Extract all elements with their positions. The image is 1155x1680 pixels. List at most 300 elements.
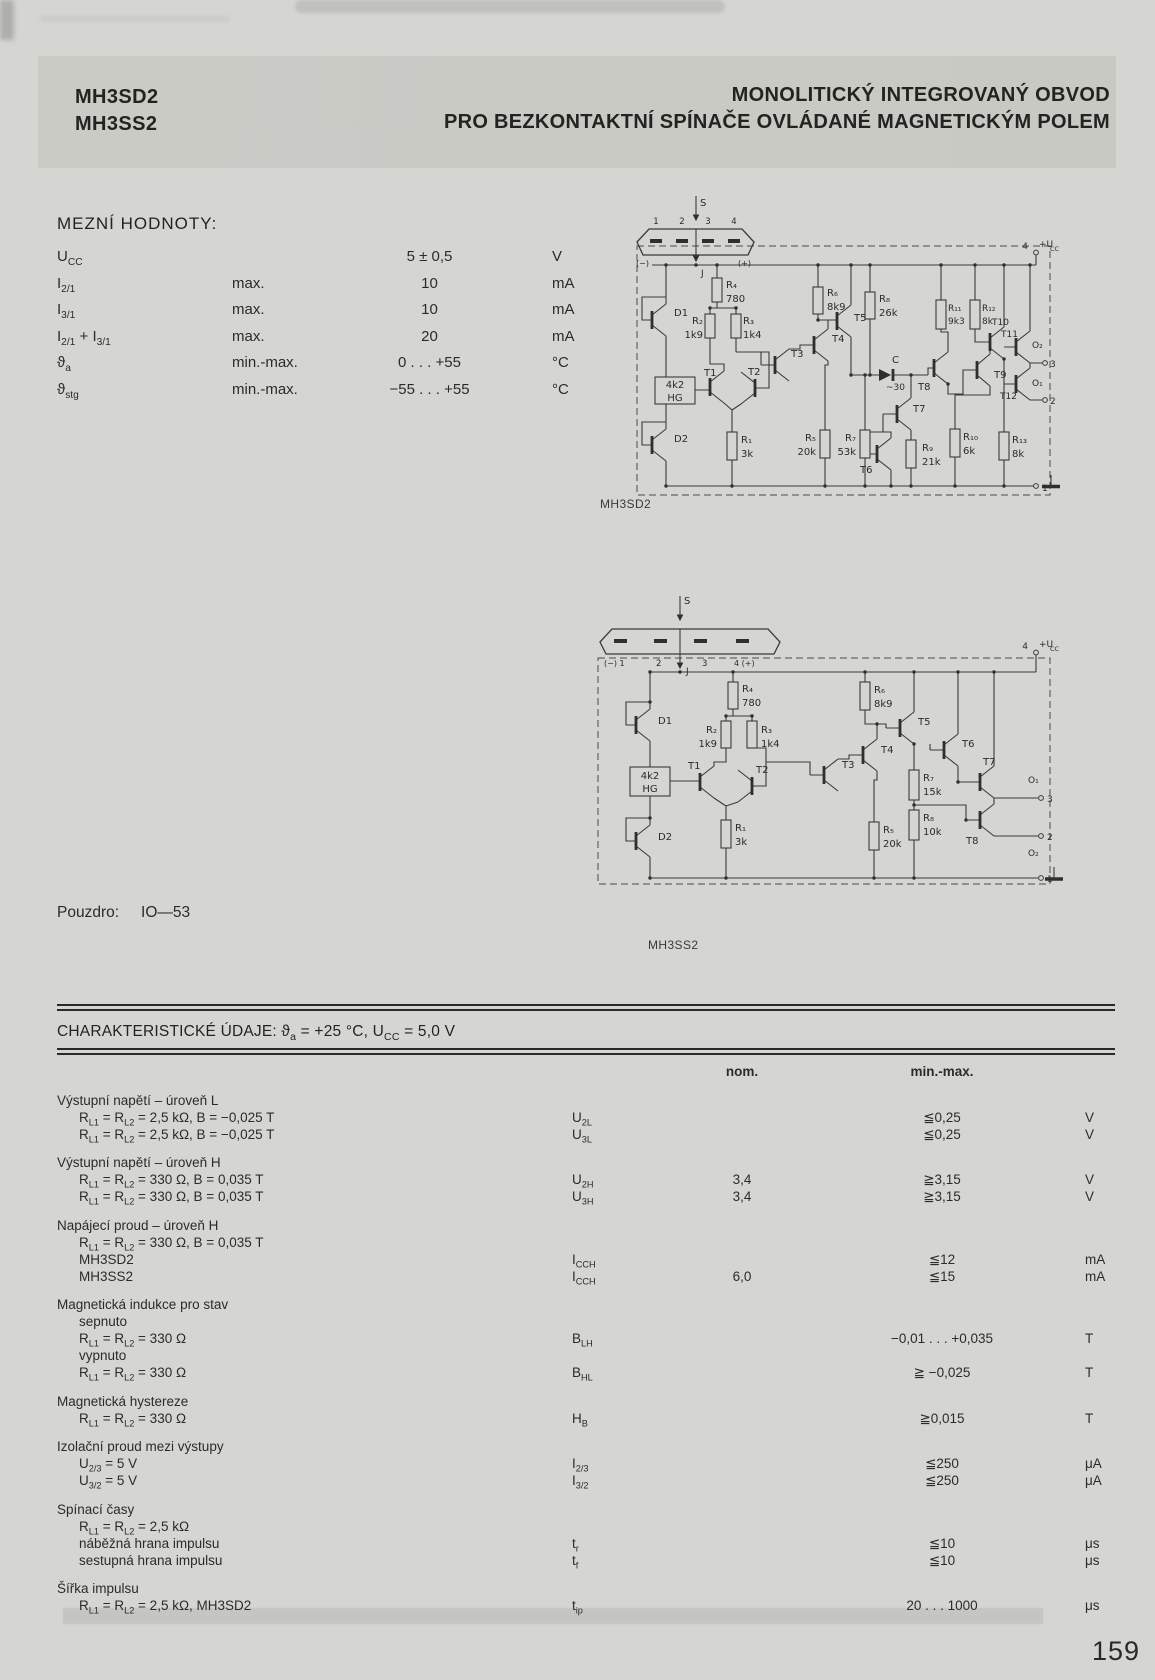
schematic-label: T2 [748, 367, 761, 378]
schematic-label: R₇ [923, 773, 934, 784]
schematic-label: T12 [1000, 392, 1017, 402]
unit-cell: mA [1085, 1251, 1106, 1267]
schematic-label: 8k9 [874, 699, 893, 710]
minmax-cell [807, 1438, 1077, 1455]
schematic-label: O₂ [1028, 849, 1039, 859]
minmax-cell [807, 1154, 1077, 1171]
char-row [57, 1251, 1115, 1268]
char-group-row [57, 1580, 1115, 1597]
symbol-cell: $U_{2H}$ [572, 1172, 594, 1190]
part-number-2: MH3SS2 [75, 113, 158, 135]
minmax-cell [807, 1217, 1077, 1234]
schematic-label: R₅ [805, 433, 816, 444]
schematic-label: T3 [791, 349, 804, 360]
unit-cell: μs [1085, 1535, 1100, 1551]
minmax-cell: ≦12 [928, 1251, 956, 1267]
char-row [57, 1109, 1115, 1126]
nom-cell [677, 1154, 807, 1171]
schematic-label: HG [667, 393, 683, 404]
nom-cell [677, 1217, 807, 1234]
col-nom: nom. [725, 1064, 759, 1079]
symbol-cell: $t_f$ [572, 1552, 579, 1571]
schematic-label: R₁ [735, 823, 746, 834]
symbol-cell: $B_{HL}$ [572, 1365, 593, 1383]
char-row [57, 1171, 1115, 1188]
limit-symbol: $I_{3/1}$ [57, 301, 76, 321]
schematic1-caption: MH3SD2 [600, 497, 652, 511]
limit-symbol: $I_{2/1}$ [57, 274, 76, 295]
symbol-cell: $I_{CCH}$ [572, 1268, 596, 1287]
nom-cell: 3,4 [732, 1172, 752, 1187]
terminals [1034, 250, 1060, 488]
unit-cell: T [1085, 1331, 1094, 1346]
minmax-cell: ≦15 [928, 1268, 956, 1284]
nom-cell [677, 1580, 807, 1597]
schematic-label: R₉ [922, 443, 933, 454]
limits-row [57, 244, 637, 271]
schematic-label: 8k [982, 317, 993, 327]
schematic-label: 4k2 [665, 380, 685, 391]
characteristics-section [57, 1004, 1115, 1614]
minmax-cell: ≧ −0,025 [913, 1365, 971, 1380]
param-cell: $U_{3/2} = 5$ V [79, 1473, 138, 1491]
characteristics-heading: CHARAKTERISTICKÉ ÚDAJE: $ϑ_a = +25$ °C, $U_{CC} = 5,0$ V [57, 1023, 456, 1044]
param-cell: $U_{2/3} = 5$ V [79, 1456, 138, 1474]
minmax-cell: ≦250 [925, 1473, 959, 1488]
schematic-label: R₅ [883, 825, 894, 836]
symbol-cell [572, 1393, 677, 1410]
schematic-label: R₂ [692, 316, 703, 327]
schematic-label: +U [1039, 640, 1054, 650]
schematic-label: R₆ [827, 288, 838, 299]
terminals [1034, 650, 1063, 880]
schematic-label: 4 [731, 217, 737, 227]
param-cell: Magnetická indukce pro stav [57, 1297, 229, 1312]
schematic-label: T7 [983, 757, 996, 768]
schematic-label: 8k9 [827, 302, 846, 313]
schematic-label: O₂ [1032, 341, 1043, 351]
minmax-cell: ≦10 [928, 1552, 956, 1568]
unit-cell: T [1085, 1410, 1094, 1426]
minmax-cell: ≧3,15 [923, 1172, 961, 1187]
char-row [57, 1188, 1115, 1205]
symbol-cell: $B_{LH}$ [572, 1331, 593, 1349]
param-cell: $R_{L1} = R_{L2} = 330$ Ω [79, 1331, 187, 1349]
unit-cell: μs [1085, 1598, 1100, 1613]
schematic-label: T2 [756, 765, 769, 776]
char-row [57, 1313, 1115, 1330]
schematic-label: T11 [1001, 330, 1018, 340]
scan-streak-top [295, 0, 725, 13]
limit-condition: min.-max. [232, 380, 298, 398]
schematic-mh3sd2 [592, 192, 1067, 502]
schematic-label: T9 [994, 370, 1007, 381]
schematic-label: 3 [705, 217, 711, 227]
schematic-label: R₃ [743, 316, 754, 327]
schematic-label: 4 (+) [734, 659, 755, 668]
unit-cell [1077, 1217, 1115, 1234]
unit-cell: V [1085, 1172, 1095, 1187]
schematic-label: 15k [923, 787, 942, 798]
schematic-label: R₆ [874, 685, 885, 696]
limit-symbol: $I_{2/1} + I_{3/1}$ [57, 327, 111, 348]
schematic-label: R₂ [706, 725, 717, 736]
schematic-label: 10k [923, 827, 942, 838]
schematic-label: HG [642, 784, 658, 795]
package-label: Pouzdro: [57, 904, 120, 921]
nom-cell [677, 1296, 807, 1313]
schematic-label: O₁ [1032, 379, 1043, 389]
symbol-cell: $t_{ip}$ [572, 1598, 583, 1616]
param-cell: Šířka impulsu [57, 1581, 139, 1596]
nom-cell [677, 1552, 807, 1575]
symbol-cell [572, 1217, 677, 1234]
minmax-cell: ≦0,25 [923, 1126, 961, 1142]
param-cell: $R_{L1} = R_{L2} = 2,5$ kΩ [79, 1518, 190, 1537]
page-title [340, 82, 1110, 136]
schematic-label: 2 [656, 659, 662, 669]
schematic2-caption: MH3SS2 [648, 938, 699, 952]
nom-cell: 6,0 [732, 1268, 752, 1284]
param-cell: MH3SD2 [79, 1251, 134, 1267]
title-line-2: PRO BEZKONTAKTNÍ SPÍNAČE OVLÁDANÉ MAGNETICKÝM POLEM [443, 111, 1110, 133]
minmax-cell: 20 . . . 1000 [906, 1598, 978, 1613]
schematic-label: (+) [738, 259, 751, 268]
param-cell: $R_{L1} = R_{L2} = 2,5$ kΩ, MH3SD2 [79, 1598, 252, 1616]
unit-cell: V [1085, 1126, 1095, 1142]
symbol-cell [572, 1296, 677, 1313]
symbol-cell: $U_{3H}$ [572, 1189, 594, 1207]
unit-cell: V [1085, 1189, 1095, 1204]
char-row [57, 1347, 1115, 1364]
schematic-label: 2 [1050, 397, 1056, 407]
nom-cell [677, 1092, 807, 1109]
nom-cell [677, 1501, 807, 1518]
schematic-label: CC [1050, 645, 1060, 653]
part-number-1: MH3SD2 [75, 86, 159, 108]
char-row [57, 1535, 1115, 1552]
schematic-label: T5 [854, 313, 867, 324]
unit-cell: T [1085, 1365, 1094, 1380]
package-value: IO—53 [141, 904, 191, 921]
char-row [57, 1552, 1115, 1569]
param-cell: sestupná hrana impulsu [79, 1552, 223, 1568]
limits-row [57, 350, 637, 377]
symbol-cell [572, 1154, 677, 1171]
schematic-label: 1k9 [698, 739, 717, 750]
char-row [57, 1597, 1115, 1614]
char-group-row [57, 1438, 1115, 1455]
minmax-cell [807, 1313, 1077, 1330]
unit-cell: μA [1085, 1473, 1102, 1488]
schematic-label: 1 [1047, 875, 1053, 885]
schematic-label: R₁₂ [982, 304, 996, 314]
schematic-label: T10 [992, 318, 1009, 328]
limit-value: 5 ± 0,5 [406, 248, 453, 265]
nom-cell [677, 1472, 807, 1495]
schematic-label: 1 [653, 217, 659, 227]
param-cell: $R_{L1} = R_{L2} = 2,5$ kΩ, B = −0,025 T [79, 1109, 275, 1128]
nom-cell [677, 1438, 807, 1455]
schematic-label: 6k [963, 446, 976, 457]
unit-cell: V [1085, 1109, 1095, 1125]
limit-condition: min.-max. [232, 354, 298, 371]
rule-top [57, 1004, 1115, 1011]
minmax-cell [807, 1501, 1077, 1518]
limit-symbol: $ϑ_{stg}$ [57, 380, 79, 401]
symbol-cell: $H_B$ [572, 1410, 588, 1429]
minmax-cell [807, 1347, 1077, 1364]
schematic-label: R₁₀ [963, 432, 978, 443]
param-cell: sepnuto [79, 1314, 128, 1329]
schematic-label: R₄ [742, 684, 753, 695]
schematic-label: 8k [1012, 449, 1025, 460]
schematic-label: 1k9 [684, 330, 703, 341]
symbol-cell: $I_{CCH}$ [572, 1251, 596, 1270]
symbol-cell: $U_{3L}$ [572, 1126, 592, 1145]
limits-title: MEZNÍ HODNOTY: [57, 214, 218, 233]
schematic-label: 780 [742, 698, 762, 709]
symbol-cell: $I_{3/2}$ [572, 1473, 589, 1491]
schematic-label: R₁ [741, 435, 752, 446]
limits-row [57, 324, 637, 351]
schematic-label: 20k [883, 839, 902, 850]
limits-table [57, 244, 637, 403]
char-group-row [57, 1154, 1115, 1171]
limit-symbol: $ϑ_a$ [57, 354, 71, 374]
schematic-label: C [892, 355, 899, 366]
minmax-cell: −0,01 . . . +0,035 [890, 1331, 994, 1346]
unit-cell [1077, 1296, 1115, 1313]
schematic-label: 1 [1042, 484, 1048, 494]
char-group-row [57, 1501, 1115, 1518]
symbol-cell: $U_{2L}$ [572, 1109, 592, 1128]
nom-cell [677, 1597, 807, 1620]
param-cell: Izolační proud mezi výstupy [57, 1439, 224, 1454]
param-cell: Spínací časy [57, 1501, 135, 1517]
unit-cell [1077, 1438, 1115, 1455]
schematic-label: J [686, 667, 689, 677]
char-row [57, 1410, 1115, 1427]
symbol-cell [572, 1092, 677, 1109]
nom-cell [677, 1126, 807, 1149]
schematic-label: J [701, 269, 704, 279]
minmax-cell [807, 1092, 1077, 1109]
param-cell: Napájecí proud – úroveň H [57, 1217, 219, 1233]
schematic-label: T8 [918, 382, 931, 393]
minmax-cell [807, 1580, 1077, 1597]
unit-cell [1077, 1313, 1115, 1330]
symbol-cell [572, 1501, 677, 1518]
symbol-cell [572, 1580, 677, 1597]
unit-cell: mA [1085, 1268, 1106, 1284]
characteristics-rows [57, 1092, 1115, 1615]
schematic-label: D1 [674, 308, 689, 319]
param-cell: $R_{L1} = R_{L2} = 330$ Ω [79, 1365, 187, 1383]
schematic-label: 3k [741, 449, 754, 460]
char-row [57, 1126, 1115, 1143]
schematic-label: (−) 1 [604, 659, 625, 668]
nom-cell [677, 1393, 807, 1410]
char-row [57, 1472, 1115, 1489]
minmax-cell: ≦250 [925, 1456, 959, 1471]
symbol-cell: $t_r$ [572, 1535, 579, 1554]
param-cell: $R_{L1} = R_{L2} = 330$ Ω [79, 1410, 187, 1429]
nom-cell [677, 1347, 807, 1364]
unit-cell [1077, 1501, 1115, 1518]
part-numbers [75, 84, 159, 138]
col-minmax: min.-max. [910, 1064, 974, 1079]
circuit-wires [626, 629, 1054, 878]
schematic-label: 9k3 [948, 317, 965, 327]
schematic-label: T8 [966, 836, 979, 847]
schematic1-labels [636, 198, 1060, 494]
schematic-label: R₁₃ [1012, 435, 1027, 446]
schematic-label: 3 [702, 659, 708, 669]
char-group-row [57, 1217, 1115, 1234]
schematic-label: 780 [726, 294, 746, 305]
schematic-label: R₃ [761, 725, 772, 736]
schematic-label: 20k [797, 447, 816, 458]
minmax-cell: ≦0,25 [923, 1109, 961, 1125]
schematic-label: 4k2 [640, 771, 660, 782]
schematic-label: R₁₁ [948, 304, 962, 314]
limit-unit: °C [552, 354, 569, 371]
schematic-label: 21k [922, 457, 941, 468]
schematic-mh3ss2 [592, 592, 1070, 902]
symbol-cell [572, 1313, 677, 1330]
limits-row [57, 271, 637, 298]
unit-cell [1077, 1580, 1115, 1597]
schematic-label: 2 [679, 217, 685, 227]
char-row [57, 1234, 1115, 1251]
schematic-label: T5 [918, 717, 931, 728]
limits-row [57, 297, 637, 324]
limit-value: 20 [421, 327, 438, 345]
schematic-label: R₈ [879, 294, 890, 305]
char-group-row [57, 1393, 1115, 1410]
char-row [57, 1455, 1115, 1472]
param-cell: $R_{L1} = R_{L2} = 330$ Ω, B = 0,035 T [79, 1234, 264, 1253]
schematic-label: R₄ [726, 280, 737, 291]
schematic-label: 4 [1022, 642, 1028, 652]
char-row [57, 1364, 1115, 1381]
param-cell: $R_{L1} = R_{L2} = 330$ Ω, B = 0,035 T [79, 1172, 264, 1190]
schematic-label: O₁ [1028, 776, 1039, 786]
minmax-cell: ≦10 [928, 1535, 956, 1551]
limits-row [57, 377, 637, 404]
schematic-label: 3 [1047, 795, 1053, 805]
limit-unit: V [552, 248, 563, 265]
schematic-label: (−) [636, 259, 649, 268]
package-outline [600, 629, 780, 654]
schematic-label: D1 [658, 716, 673, 727]
limit-condition: max. [232, 301, 265, 318]
nom-cell: 3,4 [732, 1189, 752, 1204]
capacitor-diode-icon [879, 369, 891, 381]
minmax-cell [807, 1296, 1077, 1313]
limit-symbol: $U_{CC}$ [57, 248, 83, 268]
page-number: 159 [1092, 1636, 1141, 1666]
unit-cell: μA [1085, 1456, 1102, 1471]
schematic-label: 1k4 [743, 330, 762, 341]
schematic-label: D2 [658, 832, 673, 843]
param-cell: $R_{L1} = R_{L2} = 2,5$ kΩ, B = −0,025 T [79, 1126, 275, 1145]
param-cell: MH3SS2 [79, 1268, 134, 1284]
nom-cell [677, 1364, 807, 1387]
schematic-label: T6 [962, 739, 975, 750]
param-cell: Magnetická hystereze [57, 1393, 189, 1409]
schematic-label: 3k [735, 837, 748, 848]
schematic-label: CC [1050, 245, 1060, 253]
unit-cell [1077, 1393, 1115, 1410]
char-group-row [57, 1092, 1115, 1109]
schematic-label: +U [1039, 240, 1054, 250]
minmax-cell [807, 1393, 1077, 1410]
minmax-cell: ≧3,15 [923, 1189, 961, 1204]
schematic-label: T4 [881, 745, 894, 756]
package-line [57, 904, 190, 922]
title-line-1: MONOLITICKÝ INTEGROVANÝ OBVOD [731, 84, 1110, 106]
schematic-label: 53k [837, 447, 856, 458]
column-headers [57, 1063, 1115, 1080]
char-row [57, 1330, 1115, 1347]
limit-condition: max. [232, 327, 265, 345]
rule-mid [57, 1048, 1115, 1055]
schematic-label: T6 [860, 465, 873, 476]
schematic-label: T3 [842, 760, 855, 771]
nom-cell [677, 1410, 807, 1433]
schematic-label: S [700, 198, 707, 209]
scan-corner-mark [0, 0, 14, 40]
schematic-label: 4 [1022, 242, 1028, 252]
minmax-cell: ≧0,015 [919, 1410, 965, 1426]
scan-streak-small [40, 16, 230, 22]
limit-value: −55 . . . +55 [389, 380, 470, 398]
unit-cell [1077, 1347, 1115, 1364]
schematic-label: T1 [704, 368, 717, 379]
limit-unit: mA [552, 327, 575, 345]
char-row [57, 1268, 1115, 1285]
schematic-label: T7 [913, 404, 926, 415]
char-row [57, 1518, 1115, 1535]
schematic-label: 2 [1047, 833, 1053, 843]
limit-unit: mA [552, 274, 575, 292]
unit-cell [1077, 1154, 1115, 1171]
schematic-label: T1 [688, 761, 701, 772]
nom-cell [677, 1313, 807, 1330]
unit-cell [1077, 1092, 1115, 1109]
char-group-row [57, 1296, 1115, 1313]
symbol-cell [572, 1347, 677, 1364]
param-cell: Výstupní napětí – úroveň H [57, 1155, 221, 1170]
limit-unit: °C [552, 380, 569, 398]
schematic-label: 26k [879, 308, 898, 319]
schematic-label: D2 [674, 434, 689, 445]
schematic-label: ~30 [886, 383, 905, 393]
param-cell: vypnuto [79, 1348, 127, 1363]
limit-value: 0 . . . +55 [398, 354, 461, 371]
param-cell: Výstupní napětí – úroveň L [57, 1092, 219, 1108]
schematic-label: R₇ [845, 433, 856, 444]
schematic-label: T4 [832, 334, 845, 345]
schematic-label: S [684, 596, 691, 607]
limit-unit: mA [552, 301, 575, 318]
schematic-label: 3 [1050, 360, 1056, 370]
symbol-cell: $I_{2/3}$ [572, 1456, 589, 1474]
limits-section [57, 214, 637, 403]
limit-value: 10 [421, 274, 438, 292]
